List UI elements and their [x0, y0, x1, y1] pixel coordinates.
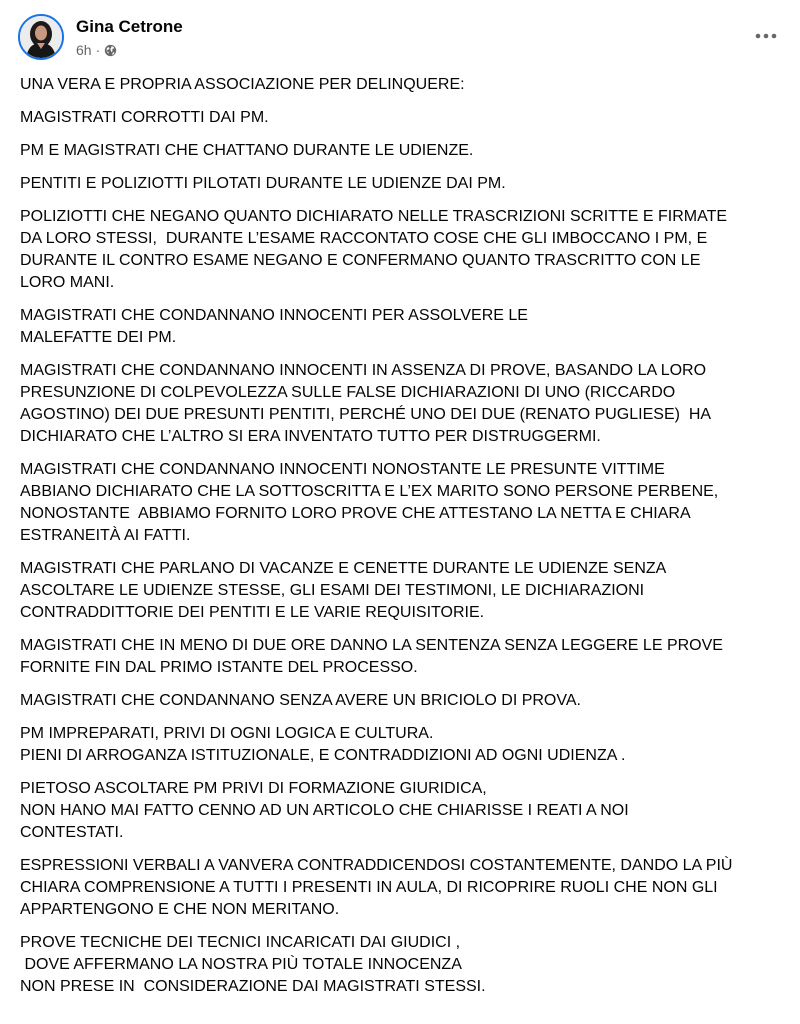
post-paragraph: PIETOSO ASCOLTARE PM PRIVI DI FORMAZIONE GIURIDICA, NON HANO MAI FATTO CENNO AD UN ARTICOLO CHE CHIARISSE I REATI A NOI CONTESTATI. [20, 780, 629, 841]
post-paragraph: MAGISTRATI CHE CONDANNANO INNOCENTI IN ASSENZA DI PROVE, BASANDO LA LORO PRESUNZIONE DI COLPEVOLEZZA SULLE FALSE DICHIARAZIONI DI UNO (RICCARDO AGOSTINO) DEI DUE PRESUNTI PENTITI, PERCHÉ UNO DEI DUE (RENATO PUGLIESE) HA DICHIARATO CHE L’ALTRO SI ERA INVENTATO TUTTO PER DISTRUGGERMI. [20, 362, 712, 445]
globe-icon[interactable] [104, 44, 117, 57]
more-options-icon [755, 33, 777, 39]
post-paragraph: PENTITI E POLIZIOTTI PILOTATI DURANTE LE UDIENZE DAI PM. [20, 175, 506, 192]
meta-separator: · [95, 42, 101, 58]
post-text [20, 74, 792, 1009]
post-paragraph: MAGISTRATI CHE PARLANO DI VACANZE E CENETTE DURANTE LE UDIENZE SENZA ASCOLTARE LE UDIENZE STESSE, GLI ESAMI DEI TESTIMONI, LE DICHIARAZIONI CONTRADDITTORIE DEI PENTITI E LE VARIE REQUISITORIE. [20, 560, 667, 621]
post-header [0, 0, 800, 70]
post-paragraph: MAGISTRATI CHE CONDANNANO INNOCENTI NONOSTANTE LE PRESUNTE VITTIME ABBIANO DICHIARATO CHE LA SOTTOSCRITTA E L’EX MARITO SONO PERSONE PERBENE, NONOSTANTE ABBIAMO FORNITO LORO PROVE CHE ATTESTANO LA NETTA E CHIARA ESTRANEITÀ AI FATTI. [20, 461, 719, 544]
post-timestamp[interactable]: 6h [76, 42, 92, 58]
avatar[interactable] [18, 14, 64, 60]
post-paragraph: MAGISTRATI CHE CONDANNANO SENZA AVERE UN BRICIOLO DI PROVA. [20, 692, 581, 709]
post-paragraph: MAGISTRATI CHE CONDANNANO INNOCENTI PER ASSOLVERE LE MALEFATTE DEI PM. [20, 307, 528, 346]
post-paragraph: MAGISTRATI CHE IN MENO DI DUE ORE DANNO LA SENTENZA SENZA LEGGERE LE PROVE FORNITE FIN DAL PRIMO ISTANTE DEL PROCESSO. [20, 637, 723, 676]
author-name[interactable]: Gina Cetrone [76, 17, 183, 36]
profile-photo [20, 16, 62, 58]
post-paragraph: PROVE TECNICHE DEI TECNICI INCARICATI DAI GIUDICI , DOVE AFFERMANO LA NOSTRA PIÙ TOTALE INNOCENZA NON PRESE IN CONSIDERAZIONE DAI MAGISTRATI STESSI. [20, 934, 486, 995]
post-paragraph: UNA VERA E PROPRIA ASSOCIAZIONE PER DELINQUERE: [20, 76, 465, 93]
post-paragraph: PM E MAGISTRATI CHE CHATTANO DURANTE LE UDIENZE. [20, 142, 474, 159]
post-paragraph: POLIZIOTTI CHE NEGANO QUANTO DICHIARATO NELLE TRASCRIZIONI SCRITTE E FIRMATE DA LORO STESSI, DURANTE L’ESAME RACCONTATO COSE CHE GLI IMBOCCANO I PM, E DURANTE IL CONTRO ESAME NEGANO E CONFERMANO QUANTO TRASCRITTO CON LE LORO MANI. [20, 208, 728, 291]
more-options-button[interactable] [752, 22, 780, 50]
post-paragraph: ESPRESSIONI VERBALI A VANVERA CONTRADDICENDOSI COSTANTEMENTE, DANDO LA PIÙ CHIARA COMPRENSIONE A TUTTI I PRESENTI IN AULA, DI RICOPRIRE RUOLI CHE NON GLI APPARTENGONO E CHE NON MERITANO. [20, 857, 733, 918]
post-meta [76, 41, 117, 59]
post-paragraph: MAGISTRATI CORROTTI DAI PM. [20, 109, 269, 126]
post-paragraph: PM IMPREPARATI, PRIVI DI OGNI LOGICA E CULTURA. PIENI DI ARROGANZA ISTITUZIONALE, E CONTRADDIZIONI AD OGNI UDIENZA . [20, 725, 626, 764]
